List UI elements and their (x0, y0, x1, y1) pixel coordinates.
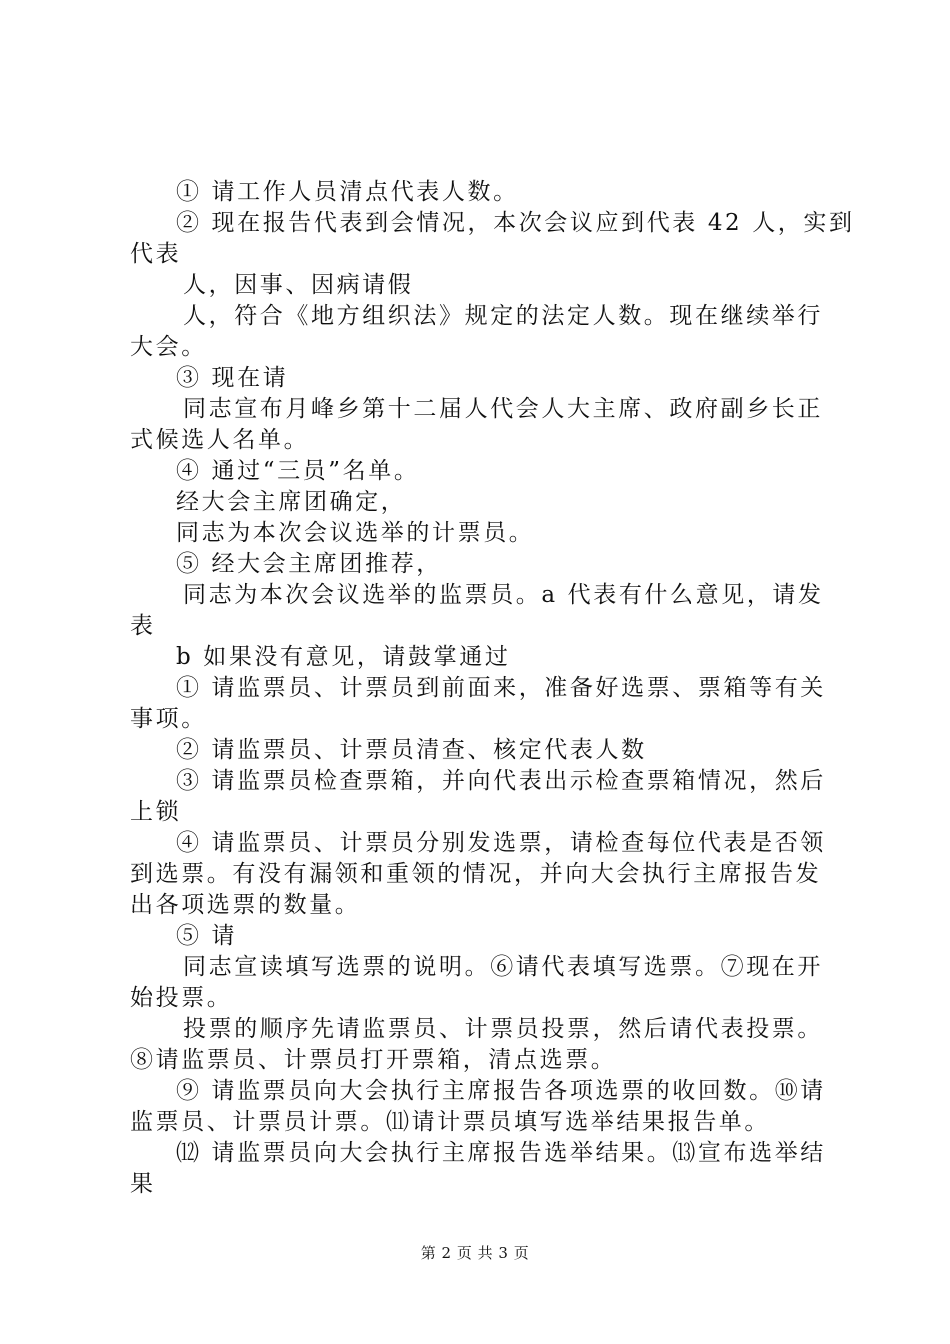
text-line: 监票员、计票员计票。⑾请计票员填写选举结果报告单。 (130, 1109, 770, 1135)
text-line: ② 请监票员、计票员清查、核定代表人数 (176, 737, 647, 763)
text-line: ① 请工作人员清点代表人数。 (176, 179, 519, 205)
text-line: 同志为本次会议选举的计票员。 (176, 520, 535, 546)
text-line: 表 (130, 613, 156, 639)
text-line: ⑤ 经大会主席团推荐， (176, 551, 442, 577)
text-line: ③ 请监票员检查票箱，并向代表出示检查票箱情况，然后 (176, 768, 826, 794)
text-line: 出各项选票的数量。 (130, 892, 361, 918)
text-line: b 如果没有意见，请鼓掌通过 (176, 644, 511, 670)
text-line: 同志宣布月峰乡第十二届人代会人大主席、政府副乡长正 (183, 396, 823, 422)
text-line: 同志宣读填写选票的说明。⑥请代表填写选票。⑦现在开 (183, 954, 823, 980)
text-line: ④ 请监票员、计票员分别发选票，请检查每位代表是否领 (176, 830, 826, 856)
text-line: ⑤ 请 (176, 923, 238, 949)
text-line: 投票的顺序先请监票员、计票员投票，然后请代表投票。 (183, 1016, 823, 1042)
text-line: 事项。 (130, 706, 207, 732)
text-line: 大会。 (130, 334, 207, 360)
text-line: ⑧请监票员、计票员打开票箱，清点选票。 (130, 1047, 617, 1073)
text-line: ① 请监票员、计票员到前面来，准备好选票、票箱等有关 (176, 675, 826, 701)
text-line: 人，因事、因病请假 (183, 272, 414, 298)
text-line: ⑿ 请监票员向大会执行主席报告选举结果。⒀宣布选举结 (176, 1140, 826, 1166)
text-line: ② 现在报告代表到会情况，本次会议应到代表 42 人，实到 (176, 210, 855, 236)
text-line: 到选票。有没有漏领和重领的情况，并向大会执行主席报告发 (130, 861, 822, 887)
text-line: 果 (130, 1171, 156, 1197)
text-line: 经大会主席团确定， (176, 489, 407, 515)
text-line: 人，符合《地方组织法》规定的法定人数。现在继续举行 (183, 303, 823, 329)
page-number-footer: 第 2 页 共 3 页 (420, 1244, 530, 1262)
text-line: 代表 (130, 241, 182, 267)
text-line: 上锁 (130, 799, 182, 825)
text-line: ③ 现在请 (176, 365, 289, 391)
text-line: ④ 通过“三员”名单。 (176, 458, 420, 484)
text-line: 始投票。 (130, 985, 233, 1011)
text-line: 式候选人名单。 (130, 427, 310, 453)
text-line: 同志为本次会议选举的监票员。a 代表有什么意见，请发 (183, 582, 824, 608)
text-line: ⑨ 请监票员向大会执行主席报告各项选票的收回数。⑩请 (176, 1078, 826, 1104)
